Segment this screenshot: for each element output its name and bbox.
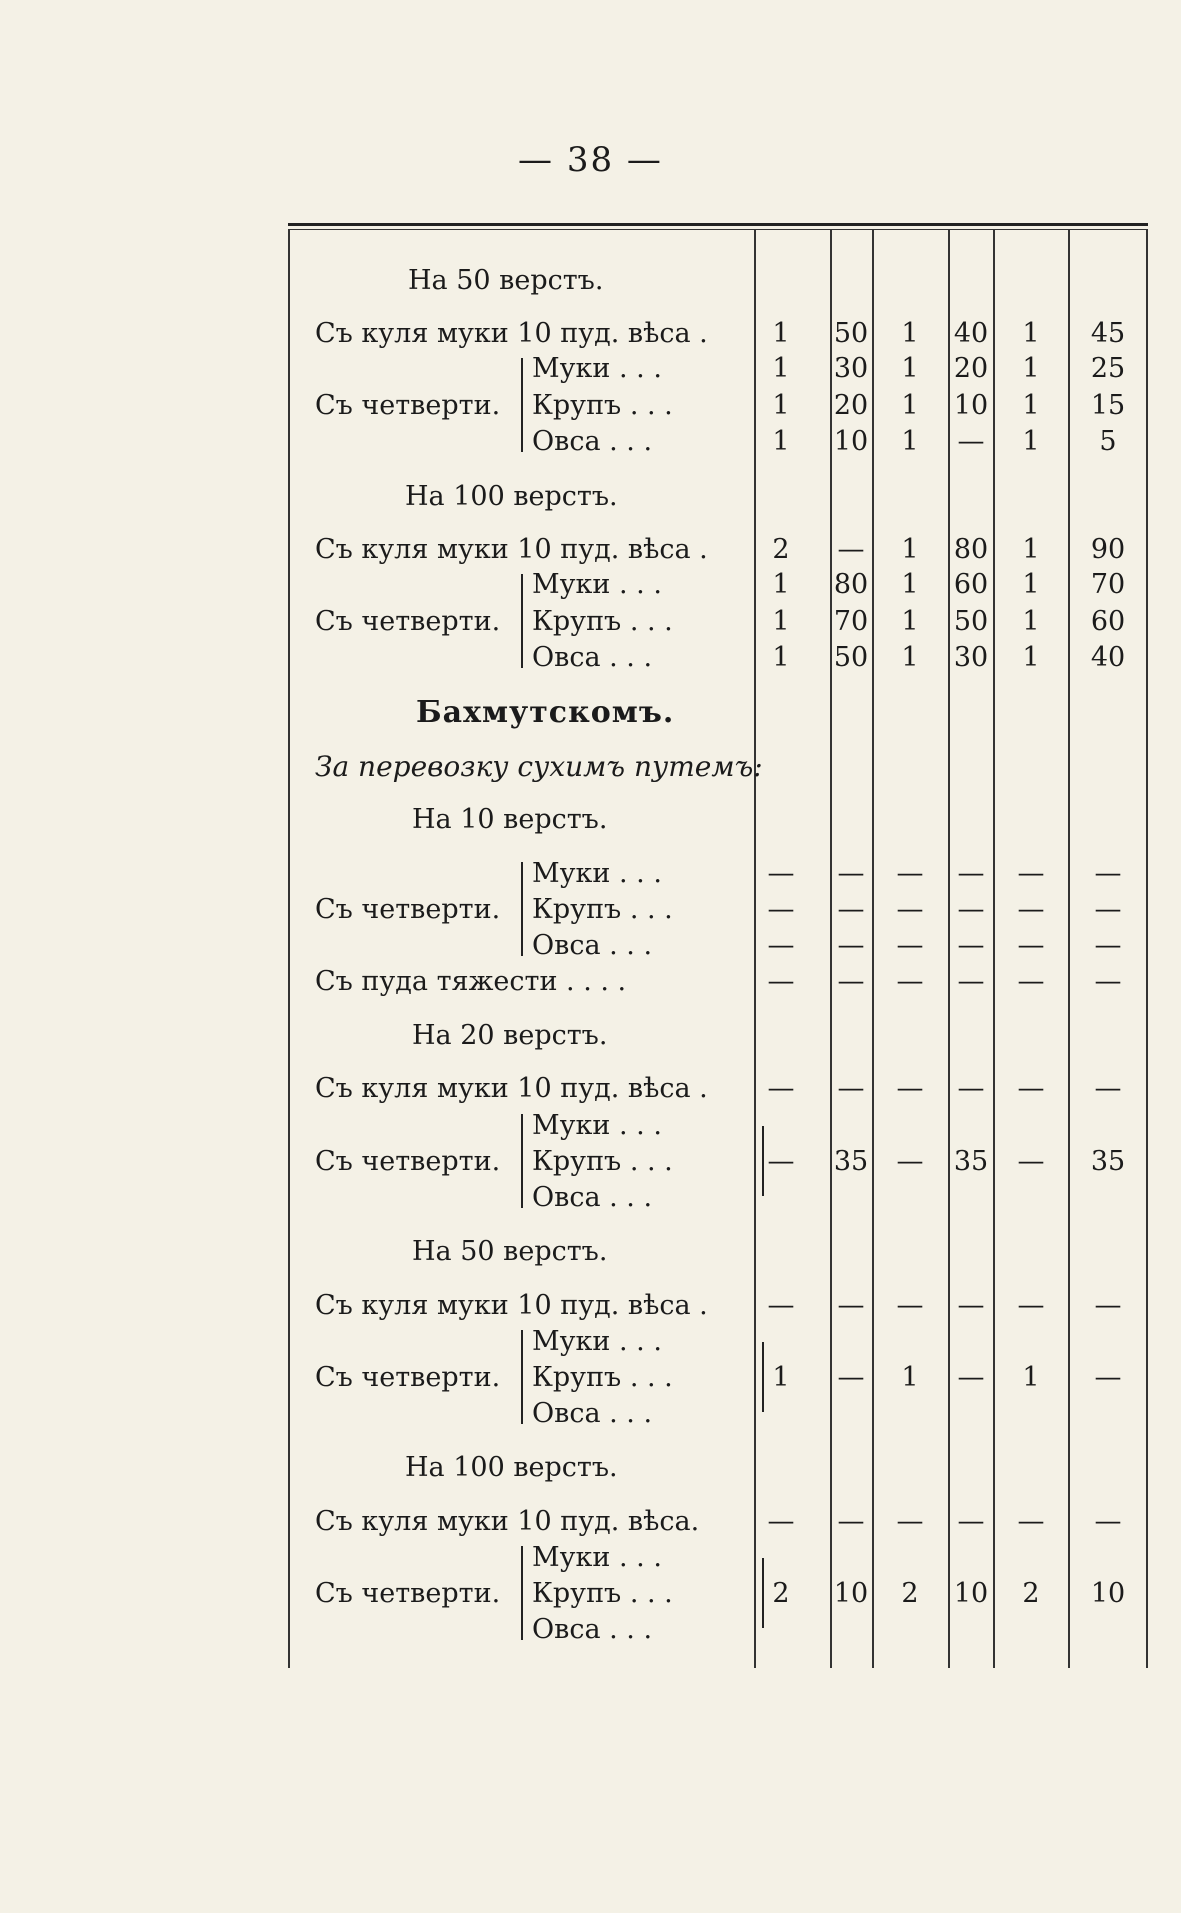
table-right-border [1146,230,1148,1668]
row-label: Съ куля муки 10 пуд. вѣса . [315,1290,708,1321]
table-cell: 1 [772,390,790,421]
table-cell: — [1017,1146,1045,1177]
table-cell: 15 [1090,390,1126,421]
table-cell: 40 [1090,642,1126,673]
table-cell: 1 [772,606,790,637]
table-cell: — [1094,858,1122,889]
transport-subheading: За перевозку сухимъ путемъ: [315,750,763,783]
group-brace [521,1546,523,1640]
table-cell: 1 [1022,569,1040,600]
table-cell: — [896,894,924,925]
group-label: Съ четверти. [315,894,501,925]
table-cell: 1 [901,534,919,565]
table-cell: 5 [1099,426,1117,457]
table-cell: — [767,1506,795,1537]
table-cell: — [837,966,865,997]
table-cell: 1 [1022,390,1040,421]
row-label: Муки . . . [532,1110,662,1141]
table-cell: — [767,930,795,961]
row-label: Крупъ . . . [532,894,673,925]
table-cell: — [957,1290,985,1321]
table-cell: — [896,858,924,889]
table-cell: 1 [772,426,790,457]
table-cell: — [767,1146,795,1177]
table-cell: 2 [772,534,790,565]
table-cell: 1 [1022,426,1040,457]
table-cell: — [837,930,865,961]
section-heading: На 50 верстъ. [412,1236,608,1267]
group-label: Съ четверти. [315,1146,501,1177]
section-heading: На 100 верстъ. [405,1452,618,1483]
table-cell: 25 [1090,353,1126,384]
table-cell: 20 [953,353,989,384]
table-cell: 10 [1090,1578,1126,1609]
page-number: — 38 — [518,140,663,180]
table-cell: 10 [833,1578,869,1609]
table-cell: — [1017,858,1045,889]
row-label: Овса . . . [532,642,653,673]
section-heading: На 50 верстъ. [408,265,604,296]
table-cell: — [1017,930,1045,961]
district-heading: Бахмутскомъ. [416,695,675,730]
table-cell: 1 [901,318,919,349]
table-left-border [288,230,290,1668]
table-cell: — [767,966,795,997]
table-cell: — [1017,894,1045,925]
table-cell: 35 [953,1146,989,1177]
table-cell: 1 [1022,606,1040,637]
table-cell: — [837,1290,865,1321]
table-cell: 35 [833,1146,869,1177]
row-label: Крупъ . . . [532,1362,673,1393]
table-cell: — [767,858,795,889]
table-cell: 1 [901,606,919,637]
table-cell: — [837,858,865,889]
table-cell: — [1094,930,1122,961]
row-label: Овса . . . [532,1614,653,1645]
table-cell: — [1017,966,1045,997]
table-cell: — [896,930,924,961]
table-cell: 35 [1090,1146,1126,1177]
table-cell: — [957,894,985,925]
table-cell: — [1094,1073,1122,1104]
row-label: Муки . . . [532,858,662,889]
table-cell: — [896,1146,924,1177]
row-label: Овса . . . [532,1182,653,1213]
table-cell: 30 [953,642,989,673]
section-heading: На 100 верстъ. [405,481,618,512]
table-cell: — [896,1073,924,1104]
table-cell: 1 [1022,642,1040,673]
table-cell: — [957,930,985,961]
table-cell: 20 [833,390,869,421]
table-cell: 1 [772,353,790,384]
table-cell: — [1017,1506,1045,1537]
group-label: Съ четверти. [315,390,501,421]
table-cell: 90 [1090,534,1126,565]
table-cell: 1 [772,569,790,600]
table-cell: 10 [953,390,989,421]
row-label: Крупъ . . . [532,390,673,421]
group-brace [521,1114,523,1208]
table-cell: — [1094,1506,1122,1537]
table-cell: 70 [1090,569,1126,600]
group-brace [521,574,523,668]
table-cell: — [837,1506,865,1537]
table-cell: 40 [953,318,989,349]
group-label: Съ четверти. [315,1578,501,1609]
row-label: Съ куля муки 10 пуд. вѣса . [315,534,708,565]
table-cell: 50 [953,606,989,637]
group-label: Съ четверти. [315,1362,501,1393]
table-cell: 60 [953,569,989,600]
table-cell: 1 [1022,353,1040,384]
table-cell: 50 [833,642,869,673]
table-cell: 2 [1022,1578,1040,1609]
table-cell: 10 [833,426,869,457]
table-cell: — [767,1073,795,1104]
table-cell: — [896,966,924,997]
table-cell: — [896,1290,924,1321]
row-label: Муки . . . [532,569,662,600]
table-cell: — [837,1073,865,1104]
group-brace [521,1330,523,1424]
table-cell: 1 [901,353,919,384]
table-cell: 1 [772,318,790,349]
table-cell: 1 [901,642,919,673]
row-label: Муки . . . [532,353,662,384]
table-cell: 1 [772,1362,790,1393]
table-cell: — [957,858,985,889]
table-top-rule-thin [288,229,1148,230]
table-cell: — [837,1362,865,1393]
table-cell: — [1094,894,1122,925]
row-label: Овса . . . [532,930,653,961]
row-label: Муки . . . [532,1326,662,1357]
row-label: Овса . . . [532,426,653,457]
row-label: Крупъ . . . [532,1146,673,1177]
table-cell: 1 [1022,318,1040,349]
row-label: Крупъ . . . [532,606,673,637]
table-cell: 1 [901,1362,919,1393]
table-cell: — [1017,1073,1045,1104]
group-brace [521,862,523,956]
column-divider [754,230,756,1668]
table-cell: — [767,894,795,925]
group-label: Съ четверти. [315,606,501,637]
row-label: Овса . . . [532,1398,653,1429]
table-cell: — [957,966,985,997]
table-cell: 2 [901,1578,919,1609]
table-cell: 30 [833,353,869,384]
section-heading: На 10 верстъ. [412,804,608,835]
table-top-rule [288,223,1148,226]
table-cell: 70 [833,606,869,637]
table-cell: — [767,1290,795,1321]
section-heading: На 20 верстъ. [412,1020,608,1051]
table-cell: — [837,894,865,925]
row-label: Съ куля муки 10 пуд. вѣса . [315,1073,708,1104]
table-cell: — [1094,1290,1122,1321]
table-cell: 80 [833,569,869,600]
group-brace [521,358,523,452]
column-divider [993,230,995,1668]
table-cell: 80 [953,534,989,565]
table-cell: — [957,426,985,457]
table-cell: — [837,534,865,565]
table-cell: 1 [901,390,919,421]
table-cell: — [896,1506,924,1537]
table-cell: 1 [1022,1362,1040,1393]
row-label: Съ куля муки 10 пуд. вѣса. [315,1506,700,1537]
table-cell: — [1094,966,1122,997]
table-cell: 1 [772,642,790,673]
table-cell: — [957,1073,985,1104]
row-label: Съ куля муки 10 пуд. вѣса . [315,318,708,349]
table-cell: — [1017,1290,1045,1321]
table-cell: 45 [1090,318,1126,349]
table-cell: 50 [833,318,869,349]
row-label: Муки . . . [532,1542,662,1573]
table-cell: — [957,1362,985,1393]
table-cell: 1 [901,569,919,600]
row-label: Крупъ . . . [532,1578,673,1609]
table-cell: 1 [1022,534,1040,565]
table-cell: — [1094,1362,1122,1393]
table-cell: — [957,1506,985,1537]
column-divider [1068,230,1070,1668]
table-cell: 60 [1090,606,1126,637]
row-label: Съ пуда тяжести . . . . [315,966,627,997]
table-cell: 2 [772,1578,790,1609]
table-cell: 1 [901,426,919,457]
table-cell: 10 [953,1578,989,1609]
